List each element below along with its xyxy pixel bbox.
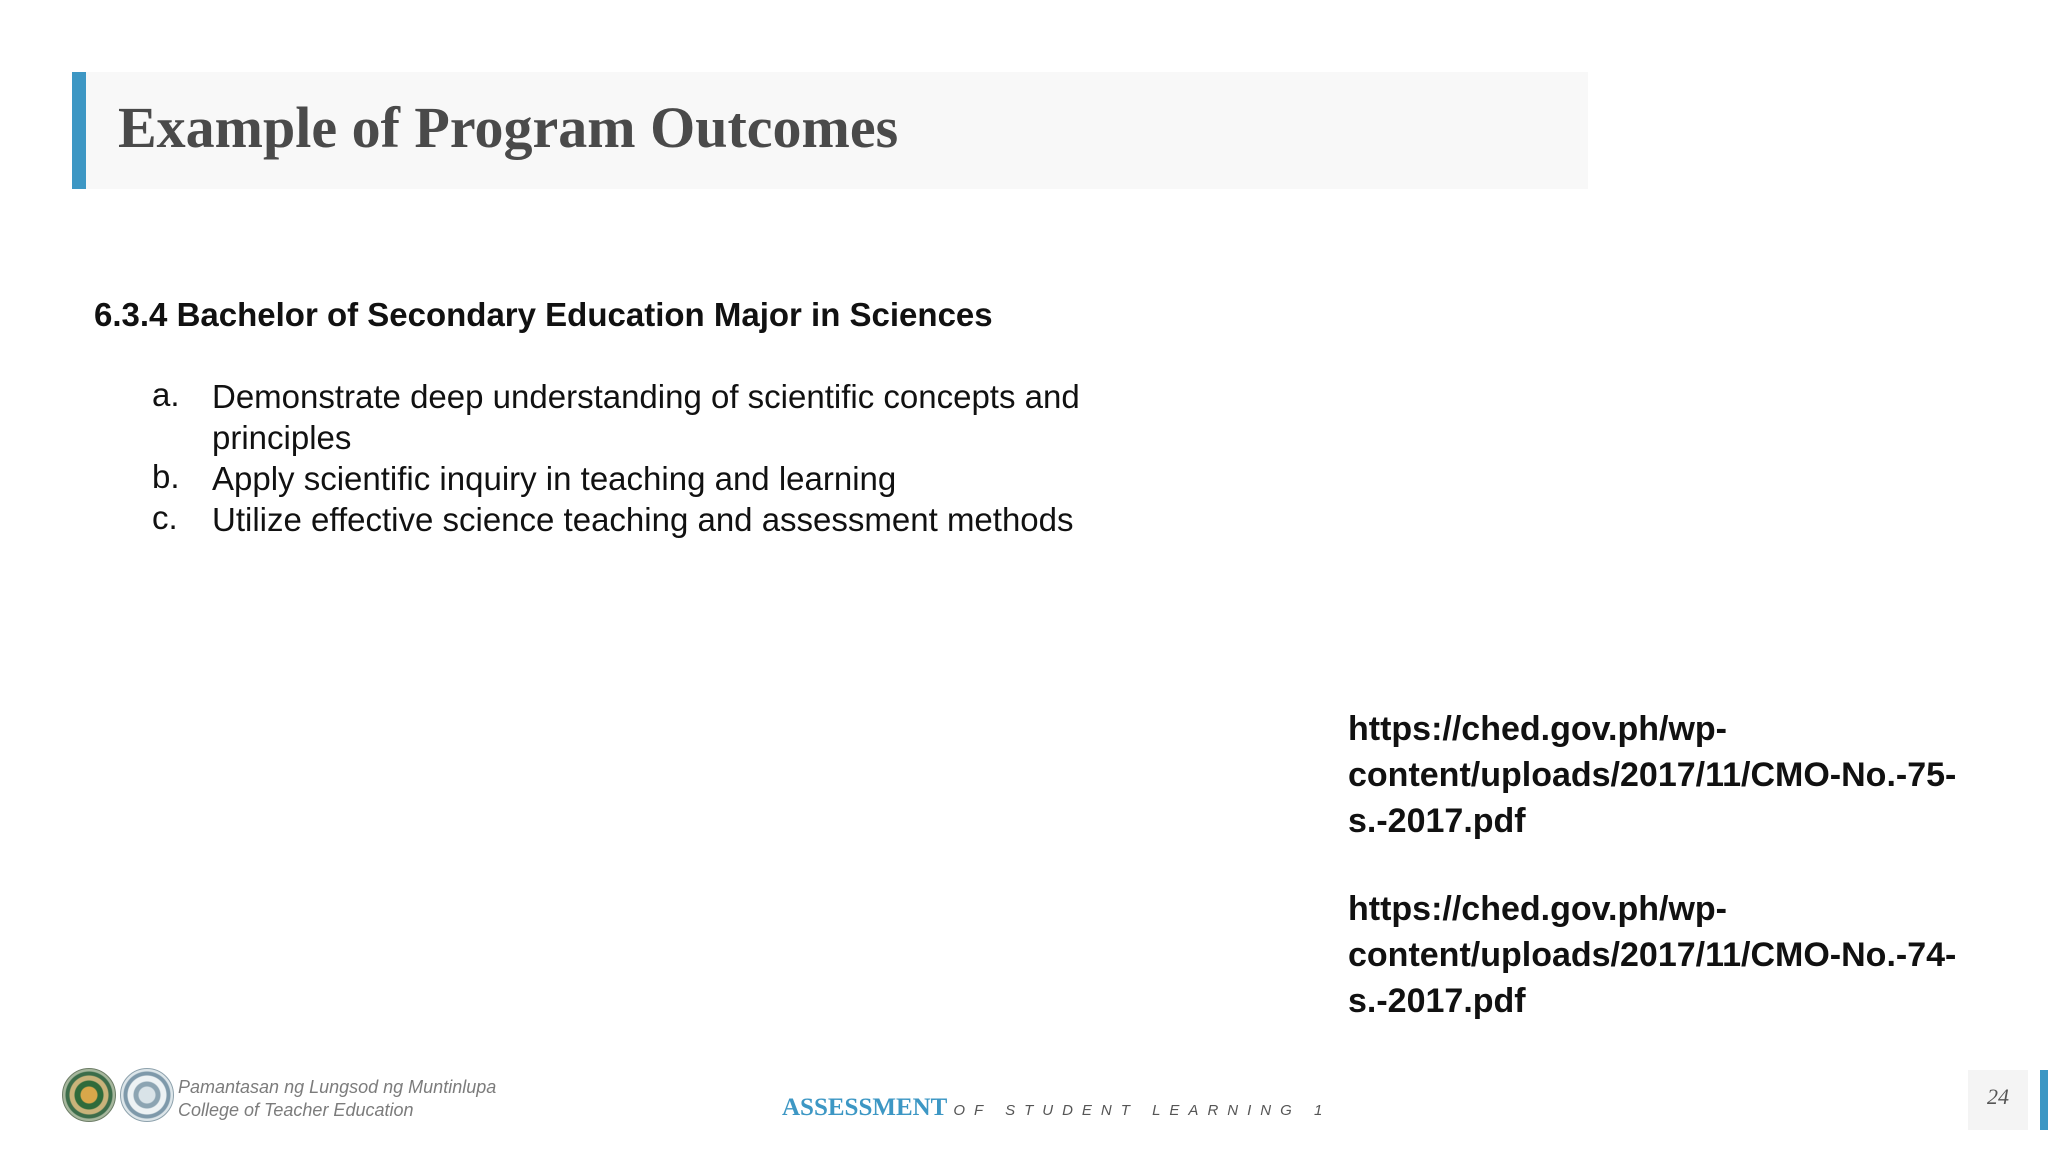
slide-title: Example of Program Outcomes: [118, 95, 899, 160]
course-title: [782, 1094, 1331, 1122]
footer-logos: [62, 1068, 172, 1124]
university-seal-icon: [62, 1068, 116, 1122]
title-bar: [72, 72, 1588, 189]
reference-links: [1348, 706, 2008, 1066]
outcome-text: Apply scientific inquiry in teaching and learning: [212, 460, 897, 497]
page-number-accent: [2040, 1070, 2048, 1130]
outcome-text-line-2: principles: [212, 419, 352, 456]
reference-link-cmo-75[interactable]: https://ched.gov.ph/wp-content/uploads/2017/11/CMO-No.-75-s.-2017.pdf: [1348, 710, 1957, 840]
course-title-sub: OF STUDENT LEARNING 1: [953, 1102, 1332, 1119]
document-excerpt-image: [92, 290, 1192, 550]
outcome-item-c: [152, 499, 1074, 540]
outcome-marker: c.: [152, 499, 178, 536]
college-name: College of Teacher Education: [178, 1100, 414, 1120]
college-seal-icon: [120, 1068, 174, 1122]
institution-text: [178, 1076, 496, 1122]
title-accent-bar: [72, 72, 86, 189]
page-number-box: [1968, 1070, 2028, 1130]
course-title-main: ASSESSMENT: [782, 1094, 948, 1121]
document-heading: 6.3.4 Bachelor of Secondary Education Major in Sciences: [94, 296, 993, 333]
outcome-marker: a.: [152, 376, 180, 413]
outcome-text-line-1: Demonstrate deep understanding of scientific concepts and: [212, 378, 1080, 415]
outcome-item-b: [152, 458, 896, 499]
outcome-item-a: [152, 376, 1080, 458]
reference-link-cmo-74[interactable]: https://ched.gov.ph/wp-content/uploads/2017/11/CMO-No.-74-s.-2017.pdf: [1348, 890, 1957, 1020]
outcome-marker: b.: [152, 458, 180, 495]
outcome-text: [212, 376, 1080, 458]
outcome-text: Utilize effective science teaching and assessment methods: [212, 501, 1074, 538]
institution-name: Pamantasan ng Lungsod ng Muntinlupa: [178, 1077, 497, 1097]
page-number: 24: [1987, 1084, 2009, 1109]
